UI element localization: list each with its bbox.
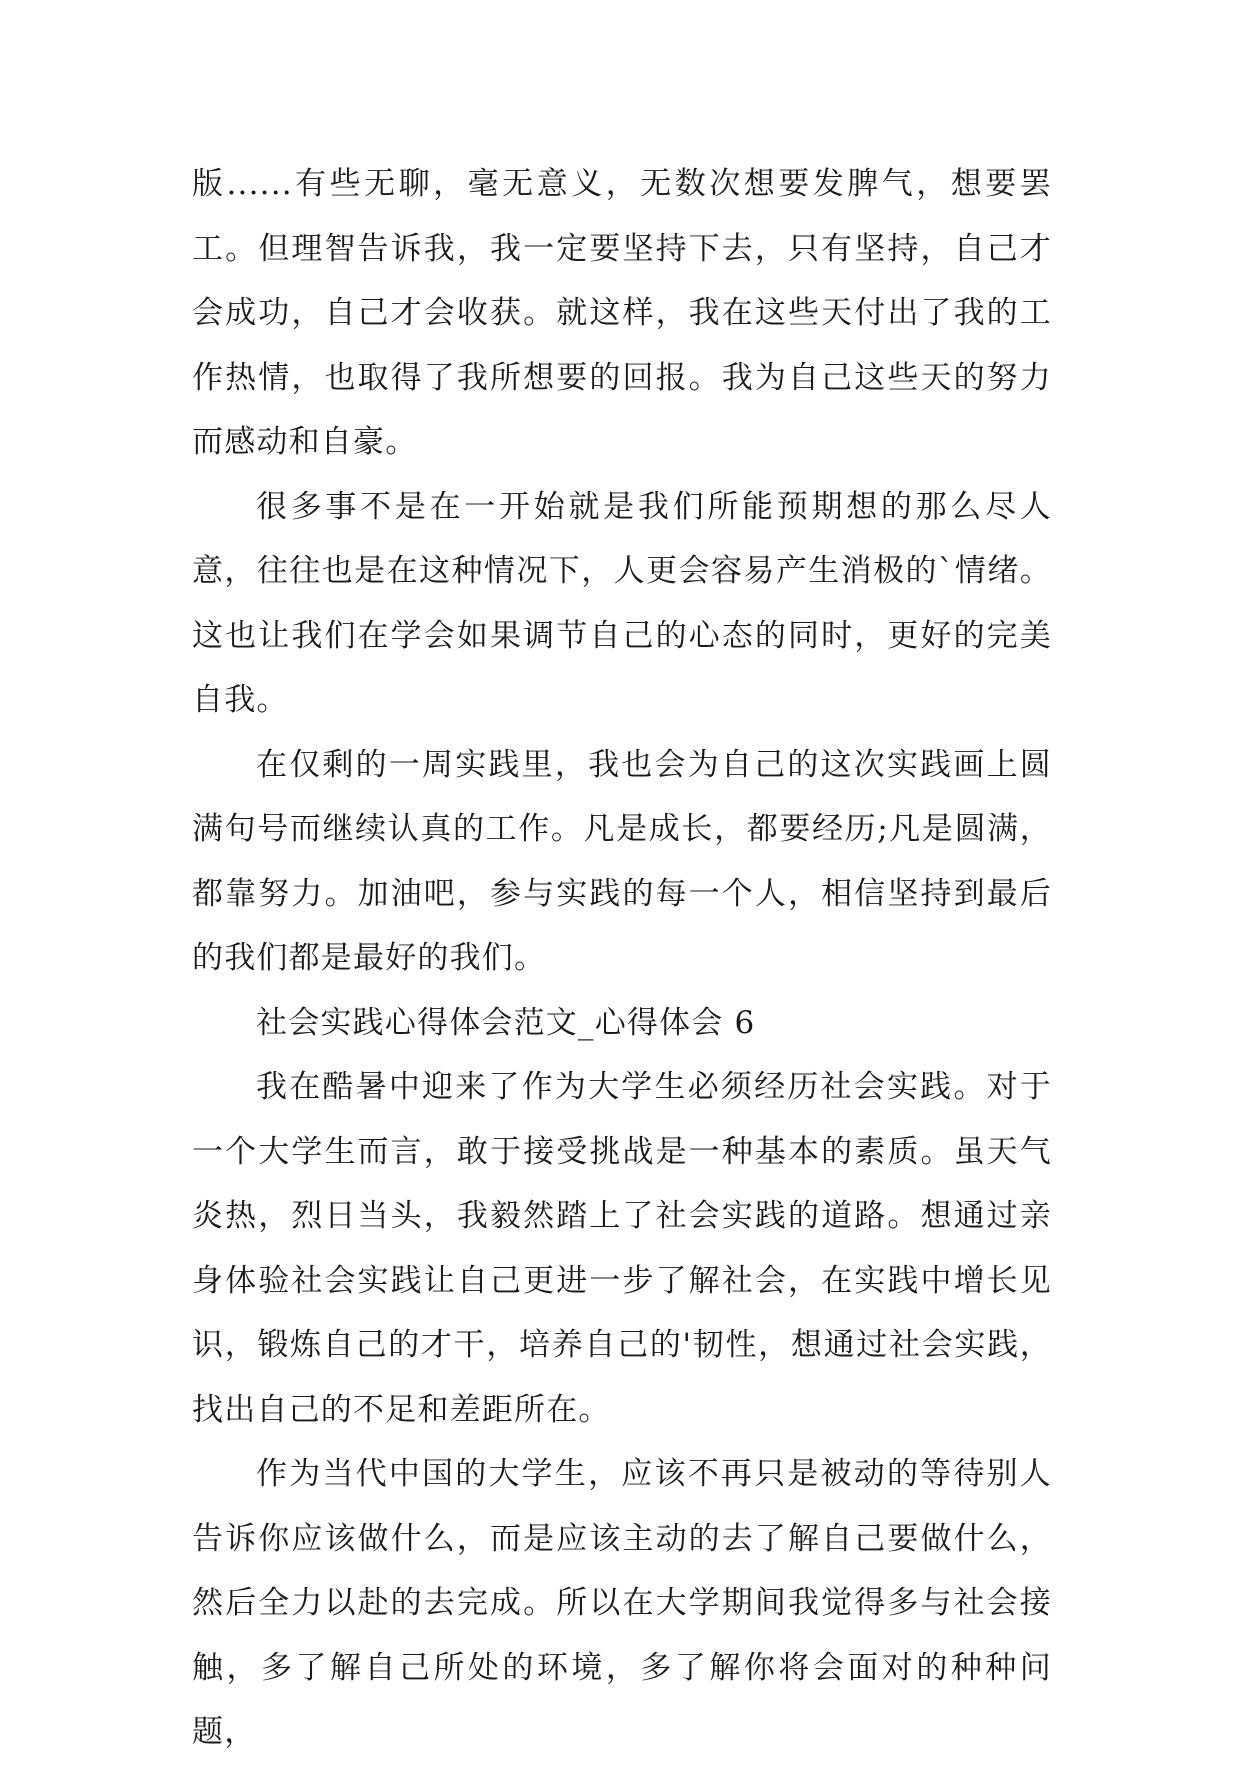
paragraph-3: 在仅剩的一周实践里，我也会为自己的这次实践画上圆满句号而继续认真的工作。凡是成长，都要经历;凡是圆满，都靠努力。加油吧，参与实践的每一个人，相信坚持到最后的我们都是最好的我们。	[192, 746, 1052, 976]
document-body	[192, 152, 1052, 1765]
paragraph-4: 我在酷暑中迎来了作为大学生必须经历社会实践。对于一个大学生而言，敢于接受挑战是一种基本的素质。虽天气炎热，烈日当头，我毅然踏上了社会实践的道路。想通过亲身体验社会实践让自己更进一步了解社会，在实践中增长见识，锻炼自己的才干，培养自己的'韧性，想通过社会实践，找出自己的不足和差距所在。	[192, 1069, 1052, 1428]
paragraph-2: 很多事不是在一开始就是我们所能预期想的那么尽人意，往往也是在这种情况下，人更会容易产生消极的`情绪。这也让我们在学会如果调节自己的心态的同时，更好的完美自我。	[192, 488, 1052, 718]
section-heading: 社会实践心得体会范文_心得体会 6	[256, 1004, 756, 1041]
paragraph-5: 作为当代中国的大学生，应该不再只是被动的等待别人告诉你应该做什么，而是应该主动的去了解自己要做什么，然后全力以赴的去完成。所以在大学期间我觉得多与社会接触，多了解自己所处的环境，多了解你将会面对的种种问题，	[192, 1456, 1052, 1750]
paragraph-1: 版......有些无聊，毫无意义，无数次想要发脾气，想要罢工。但理智告诉我，我一定要坚持下去，只有坚持，自己才会成功，自己才会收获。就这样，我在这些天付出了我的工作热情，也取得了我所想要的回报。我为自己这些天的努力而感动和自豪。	[192, 166, 1052, 460]
